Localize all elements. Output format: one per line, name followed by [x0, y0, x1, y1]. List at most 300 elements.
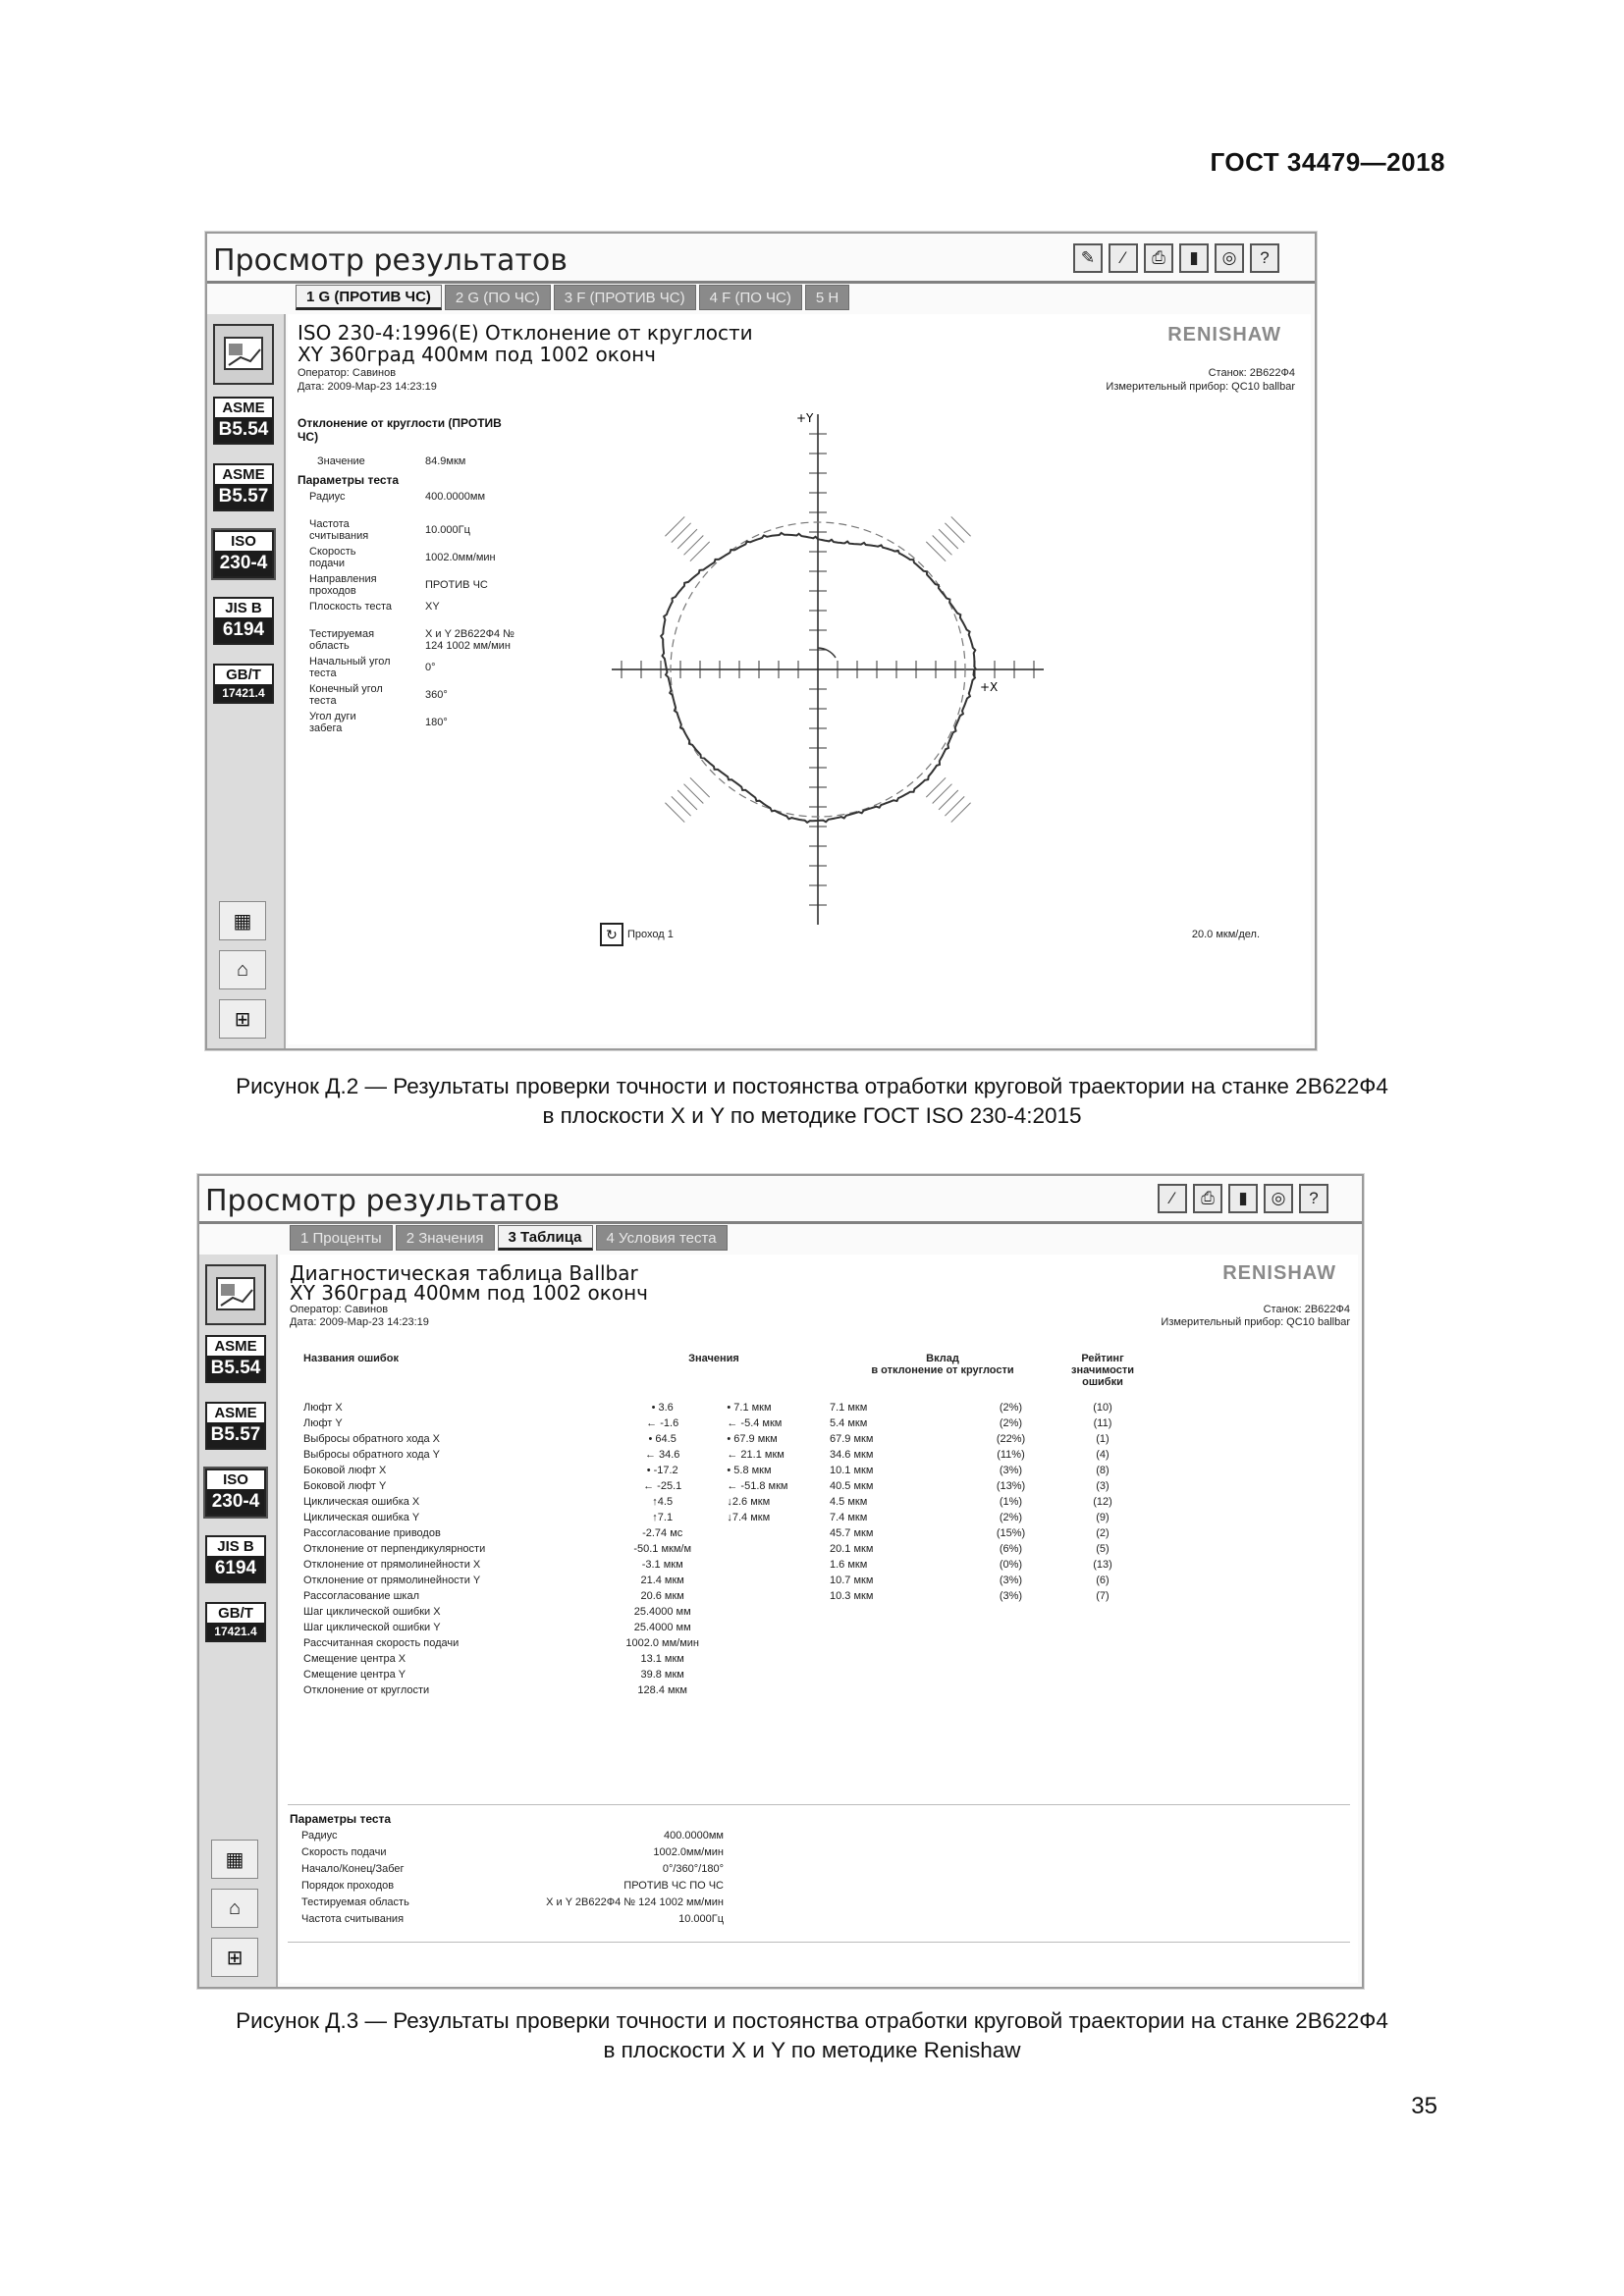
contribution-value: 7.4 мкм: [830, 1512, 868, 1523]
table-row: [299, 1667, 1146, 1682]
brand-logo: RENISHAW: [1167, 324, 1281, 346]
diagonal-marker: [926, 542, 946, 561]
param-value: 0°/360°/180°: [662, 1863, 724, 1875]
param-label-line1: Тестируемая: [309, 628, 375, 640]
contribution-value: 10.1 мкм: [830, 1465, 874, 1476]
rating: (1): [1096, 1433, 1110, 1445]
diagonal-marker: [933, 784, 952, 804]
error-name: Отклонение от перпендикулярности: [303, 1543, 486, 1555]
rating: [1059, 1604, 1146, 1620]
col-rating-line1: Рейтинг: [1081, 1353, 1124, 1364]
contribution-value: 45.7 мкм: [830, 1527, 874, 1539]
error-name: Выбросы обратного хода Y: [303, 1449, 441, 1461]
value-1: ↑7.1: [652, 1512, 674, 1523]
contribution-value: [826, 1682, 962, 1698]
param-value-line1: 0°: [425, 662, 436, 673]
value-1: 21.4 мкм: [640, 1575, 684, 1586]
param-label-line1: Плоскость теста: [309, 601, 393, 613]
tab-1[interactable]: 1 G (ПРОТИВ ЧС): [296, 285, 442, 310]
help-button[interactable]: [1299, 1184, 1328, 1213]
printer-icon: ⎙: [1152, 248, 1165, 267]
database-button[interactable]: [1179, 243, 1209, 273]
standard-button-4[interactable]: [205, 1535, 266, 1583]
param-value-line1: 180°: [425, 717, 448, 728]
results-window-1: [205, 232, 1317, 1050]
app-title: Просмотр результатов: [213, 243, 568, 278]
signal-button[interactable]: [1109, 243, 1138, 273]
value-1: 13.1 мкм: [640, 1653, 684, 1665]
diagonal-marker: [951, 803, 971, 823]
contribution-value: 20.1 мкм: [830, 1543, 874, 1555]
standard-number: B5.57: [215, 484, 272, 509]
roundness-section-title-cont: ЧС): [298, 430, 319, 444]
rating: (5): [1096, 1543, 1110, 1555]
table-row: [299, 1541, 1146, 1557]
diagonal-marker: [951, 516, 971, 536]
param-label-line1: Конечный угол: [309, 683, 383, 695]
brand-logo: RENISHAW: [1222, 1262, 1336, 1284]
figure2-caption-line1: Рисунок Д.3 — Результаты проверки точности и постоянства отработки круговой траектории на станке 2В622Ф4: [236, 2008, 1388, 2033]
test-params-list: [309, 491, 565, 738]
ruler-icon: ✎: [1080, 248, 1096, 267]
param-label-line2: теста: [309, 695, 337, 707]
machine-label: Станок: 2В622Ф4: [1263, 1304, 1350, 1315]
param-label: [309, 518, 425, 544]
value-2: ← -51.8 мкм: [727, 1480, 788, 1492]
error-name: Смещение центра X: [303, 1653, 406, 1665]
grid-button[interactable]: [219, 901, 266, 940]
col-values: Значения: [688, 1353, 739, 1364]
tab-bar: [290, 1225, 728, 1251]
contribution-percent: (3%): [999, 1465, 1023, 1476]
error-name: Рассогласование приводов: [303, 1527, 441, 1539]
contribution-percent: (6%): [999, 1543, 1023, 1555]
param-label-line1: Радиус: [309, 491, 346, 503]
col-rating: [1059, 1353, 1146, 1388]
value-1: • 64.5: [648, 1433, 677, 1445]
value-2: ← 21.1 мкм: [727, 1449, 785, 1461]
value-1: • -17.2: [646, 1465, 678, 1476]
value-1: -3.1 мкм: [641, 1559, 683, 1571]
error-name: Боковой люфт X: [303, 1465, 387, 1476]
param-value: [425, 518, 470, 544]
diagonal-marker: [690, 542, 710, 561]
standard-name: GB/T: [226, 667, 261, 683]
title-bar-divider: [199, 1221, 1362, 1224]
param-value-line1: ПРОТИВ ЧС: [425, 579, 488, 591]
grid-icon: ▦: [225, 1848, 244, 1871]
contribution-value: 34.6 мкм: [830, 1449, 874, 1461]
param-label: [309, 656, 425, 681]
standard-button-1[interactable]: [205, 1335, 266, 1383]
roundness-value: 84.9мкм: [425, 455, 466, 467]
signal-icon: ⁄: [1121, 248, 1125, 267]
value-2: • 5.8 мкм: [727, 1465, 772, 1476]
toolbar: [1158, 1184, 1328, 1213]
param-value: 400.0000мм: [663, 1830, 724, 1842]
diagonal-marker: [672, 796, 691, 816]
standard-button-3[interactable]: [213, 530, 274, 578]
param-value: 10.000Гц: [678, 1913, 724, 1925]
contribution-value: 10.7 мкм: [830, 1575, 874, 1586]
table-row: [299, 1682, 1146, 1698]
contribution-percent: [962, 1667, 1059, 1682]
tab-3[interactable]: 3 F (ПРОТИВ ЧС): [554, 285, 696, 310]
error-name: Выбросы обратного хода X: [303, 1433, 441, 1445]
value-1: -50.1 мкм/м: [633, 1543, 692, 1555]
value-2: ↓2.6 мкм: [727, 1496, 771, 1508]
error-name: Боковой люфт Y: [303, 1480, 387, 1492]
rating: (6): [1096, 1575, 1110, 1586]
param-row: [301, 1896, 724, 1913]
param-row: [301, 1863, 724, 1880]
param-row: [309, 518, 565, 544]
table-row: [299, 1447, 1146, 1463]
param-label-line1: Направления: [309, 573, 377, 585]
value-1: 1002.0 мм/мин: [625, 1637, 700, 1649]
tab-2[interactable]: 2 Значения: [396, 1225, 495, 1251]
param-label-line2: проходов: [309, 585, 356, 597]
standard-button-2[interactable]: [205, 1402, 266, 1450]
ruler-button[interactable]: [1073, 243, 1103, 273]
help-icon: ?: [1260, 248, 1270, 267]
trash-button[interactable]: [211, 1938, 258, 1977]
roundness-section-title: Отклонение от круглости (ПРОТИВ: [298, 416, 502, 430]
contribution-value: [826, 1667, 962, 1682]
contribution-percent: (13%): [996, 1480, 1026, 1492]
value-2: [723, 1588, 826, 1604]
rating: (7): [1096, 1590, 1110, 1602]
param-value: 1002.0мм/мин: [653, 1846, 724, 1858]
param-label-line2: теста: [309, 667, 337, 679]
printer-button[interactable]: [1193, 1184, 1222, 1213]
table-row: [299, 1478, 1146, 1494]
param-label: Начало/Конец/Забег: [301, 1863, 405, 1875]
test-params-title: Параметры теста: [298, 473, 400, 487]
standard-name: ASME: [214, 1405, 257, 1421]
table-row: [299, 1510, 1146, 1525]
param-value: [425, 656, 436, 681]
diagonal-marker: [677, 790, 697, 810]
param-row: [309, 683, 565, 709]
report-subheading: XY 360град 400мм под 1002 оконч: [298, 343, 656, 366]
contribution-percent: (1%): [999, 1496, 1023, 1508]
date-label: Дата: 2009-Мар-23 14:23:19: [290, 1316, 429, 1328]
help-icon: ?: [1309, 1189, 1319, 1207]
tab-2[interactable]: 2 G (ПО ЧС): [445, 285, 551, 310]
col-contribution-line2: в отклонение от круглости: [871, 1364, 1014, 1376]
table-row: [299, 1525, 1146, 1541]
diagonal-marker: [939, 790, 958, 810]
table-row: [299, 1415, 1146, 1431]
value-1: ↑4.5: [652, 1496, 674, 1508]
database-button[interactable]: [1228, 1184, 1258, 1213]
bottom-divider: [288, 1942, 1350, 1943]
rating: (3): [1096, 1480, 1110, 1492]
standard-number: 6194: [215, 617, 272, 643]
param-value: [425, 601, 440, 626]
param-label-line1: Угол дуги: [309, 711, 356, 722]
param-label-line1: Частота: [309, 518, 350, 530]
param-value: [425, 683, 448, 709]
app-title: Просмотр результатов: [205, 1184, 560, 1218]
report-area: [288, 314, 1311, 1044]
figure2-caption-line2: в плоскости X и Y по методике Renishaw: [603, 2038, 1021, 2062]
diagonal-marker: [933, 536, 952, 556]
grid-icon: ▦: [233, 910, 252, 933]
rating: (11): [1093, 1417, 1112, 1429]
error-name: Отклонение от круглости: [303, 1684, 430, 1696]
contribution-value: 67.9 мкм: [830, 1433, 874, 1445]
diagonal-marker: [677, 529, 697, 549]
test-params-list: [301, 1830, 724, 1930]
table-row: [299, 1557, 1146, 1573]
param-row: [309, 573, 565, 599]
signal-button[interactable]: [1158, 1184, 1187, 1213]
value-1: ← 34.6: [644, 1449, 680, 1461]
sidebar: [207, 314, 286, 1048]
tab-3[interactable]: 3 Таблица: [498, 1225, 593, 1251]
standard-number: 230-4: [215, 551, 272, 576]
contribution-percent: [962, 1682, 1059, 1698]
param-row: [301, 1846, 724, 1863]
trash-icon: ⊞: [234, 1008, 251, 1031]
results-window-2: [197, 1174, 1364, 1989]
value-1: • 3.6: [651, 1402, 674, 1414]
param-label: [309, 491, 425, 516]
contribution-value: [826, 1651, 962, 1667]
scale-label: 20.0 мкм/дел.: [1191, 929, 1260, 940]
rating: (12): [1093, 1496, 1112, 1508]
value-1: ← -1.6: [646, 1417, 679, 1429]
date-label: Дата: 2009-Мар-23 14:23:19: [298, 381, 437, 393]
rating: [1059, 1635, 1146, 1651]
home-icon: ⌂: [236, 958, 249, 981]
value-2: [723, 1604, 826, 1620]
polar-plot: [612, 404, 1044, 934]
contribution-value: 40.5 мкм: [830, 1480, 874, 1492]
standard-button-4[interactable]: [213, 597, 274, 645]
standard-button-3[interactable]: [205, 1468, 266, 1517]
title-bar-divider: [207, 281, 1315, 284]
param-row: [309, 491, 565, 516]
table-row: [299, 1635, 1146, 1651]
standard-name: ISO: [231, 533, 256, 550]
printer-button[interactable]: [1144, 243, 1173, 273]
param-value-line1: 1002.0мм/мин: [425, 552, 496, 563]
machine-label: Станок: 2В622Ф4: [1208, 367, 1295, 379]
home-icon: ⌂: [228, 1896, 242, 1919]
operator-label: Оператор: Савинов: [290, 1304, 389, 1315]
standard-name: JIS B: [225, 600, 262, 616]
param-value: [425, 491, 485, 516]
globe-button[interactable]: [1264, 1184, 1293, 1213]
globe-icon: ◎: [1221, 248, 1237, 267]
rating: (10): [1093, 1402, 1112, 1414]
value-2: [723, 1620, 826, 1635]
page-number: 35: [1411, 2093, 1437, 2119]
document-header: ГОСТ 34479—2018: [1210, 147, 1445, 177]
operator-label: Оператор: Савинов: [298, 367, 397, 379]
pass-label: Проход 1: [627, 929, 674, 940]
help-button[interactable]: [1250, 243, 1279, 273]
report-area: [280, 1255, 1358, 1983]
contribution-percent: [962, 1620, 1059, 1635]
contribution-value: 10.3 мкм: [830, 1590, 874, 1602]
home-button[interactable]: [219, 950, 266, 989]
value-1: 25.4000 мм: [633, 1622, 691, 1633]
chart-window-icon: [221, 332, 266, 377]
rating: (4): [1096, 1449, 1110, 1461]
tab-1[interactable]: 1 Проценты: [290, 1225, 393, 1251]
table-row: [299, 1604, 1146, 1620]
diagonal-marker: [684, 536, 704, 556]
param-value-line1: X и Y 2В622Ф4 №: [425, 628, 514, 640]
trash-icon: ⊞: [226, 1947, 244, 1969]
param-value-line1: 400.0000мм: [425, 491, 486, 503]
value-1: 20.6 мкм: [640, 1590, 684, 1602]
results-view-button[interactable]: [205, 1264, 266, 1325]
contribution-percent: (11%): [997, 1449, 1025, 1461]
error-name: Смещение центра Y: [303, 1669, 406, 1681]
param-value-line1: 360°: [425, 689, 448, 701]
contribution-percent: [962, 1651, 1059, 1667]
database-icon: ▮: [1238, 1189, 1248, 1207]
standard-number: B5.54: [207, 1356, 264, 1381]
table-row: [299, 1431, 1146, 1447]
value-2: [723, 1635, 826, 1651]
signal-icon: ⁄: [1170, 1189, 1174, 1207]
standard-button-2[interactable]: [213, 463, 274, 511]
table-header: [299, 1353, 1146, 1388]
diagonal-marker: [684, 784, 704, 804]
value-1: 128.4 мкм: [637, 1684, 687, 1696]
test-params-title: Параметры теста: [290, 1812, 392, 1826]
standard-button-1[interactable]: [213, 397, 274, 445]
home-button[interactable]: [211, 1889, 258, 1928]
contribution-value: 4.5 мкм: [830, 1496, 868, 1508]
param-label: Тестируемая область: [301, 1896, 409, 1908]
param-label: [309, 546, 425, 571]
error-name: Циклическая ошибка X: [303, 1496, 420, 1508]
error-name: Шаг циклической ошибки Y: [303, 1622, 441, 1633]
tab-4[interactable]: 4 Условия теста: [596, 1225, 728, 1251]
error-name: Люфт X: [303, 1402, 343, 1414]
results-view-button[interactable]: [213, 324, 274, 385]
diagonal-marker: [926, 777, 946, 797]
figure1-caption-line2: в плоскости X и Y по методике ГОСТ ISO 230-4:2015: [542, 1103, 1082, 1128]
param-label: [309, 683, 425, 709]
diagonal-marker: [665, 803, 684, 823]
param-label: Порядок проходов: [301, 1880, 395, 1892]
params-divider: [288, 1804, 1350, 1805]
contribution-percent: [962, 1635, 1059, 1651]
error-name: Рассогласование шкал: [303, 1590, 420, 1602]
rating: [1059, 1667, 1146, 1682]
value-2: ↓7.4 мкм: [727, 1512, 771, 1523]
value-2: [723, 1667, 826, 1682]
contribution-value: [826, 1604, 962, 1620]
param-label-line1: Скорость: [309, 546, 356, 558]
standard-name: ASME: [222, 466, 265, 483]
diagonal-marker: [665, 516, 684, 536]
diagonal-marker: [939, 529, 958, 549]
param-row: [301, 1880, 724, 1896]
error-name: Рассчитанная скорость подачи: [303, 1637, 460, 1649]
contribution-percent: (2%): [999, 1417, 1023, 1429]
contribution-value: 5.4 мкм: [830, 1417, 868, 1429]
contribution-value: [826, 1620, 962, 1635]
contribution-percent: (2%): [999, 1512, 1023, 1523]
axis-x-label: +X: [980, 680, 999, 694]
grid-button[interactable]: [211, 1840, 258, 1879]
standard-name: JIS B: [217, 1538, 254, 1555]
value-2: [723, 1541, 826, 1557]
standard-number: B5.54: [215, 417, 272, 443]
database-icon: ▮: [1189, 248, 1199, 267]
tab-4[interactable]: 4 F (ПО ЧС): [699, 285, 802, 310]
sidebar: [199, 1255, 278, 1987]
roundness-value-label: Значение: [317, 455, 365, 467]
trash-button[interactable]: [219, 999, 266, 1039]
figure1-caption-line1: Рисунок Д.2 — Результаты проверки точности и постоянства отработки круговой траектории на станке 2В622Ф4: [236, 1074, 1388, 1098]
instrument-label: Измерительный прибор: QC10 ballbar: [1161, 1316, 1350, 1328]
diagnostic-table: [299, 1353, 1146, 1698]
param-row: [309, 546, 565, 571]
tab-5[interactable]: 5 H: [805, 285, 849, 310]
pass-selector[interactable]: [600, 923, 674, 946]
error-name: Люфт Y: [303, 1417, 343, 1429]
rating: (13): [1093, 1559, 1112, 1571]
error-name: Отклонение от прямолинейности X: [303, 1559, 481, 1571]
value-2: ← -5.4 мкм: [727, 1417, 783, 1429]
value-2: [723, 1525, 826, 1541]
standard-number: 6194: [207, 1556, 264, 1581]
table-row: [299, 1400, 1146, 1415]
rating: (8): [1096, 1465, 1110, 1476]
param-row: [301, 1830, 724, 1846]
col-rating-line2: значимости: [1071, 1364, 1134, 1376]
globe-button[interactable]: [1215, 243, 1244, 273]
standard-button-5[interactable]: [213, 664, 274, 704]
param-value-line1: XY: [425, 601, 440, 613]
param-row: [309, 601, 565, 626]
contribution-value: 7.1 мкм: [830, 1402, 868, 1414]
report-heading: Диагностическая таблица Ballbar: [290, 1261, 638, 1285]
standard-name: ASME: [214, 1338, 257, 1355]
param-value: [425, 628, 514, 654]
col-error-names: Названия ошибок: [303, 1353, 399, 1364]
contribution-percent: (3%): [999, 1590, 1023, 1602]
report-subheading: XY 360град 400мм под 1002 оконч: [290, 1281, 648, 1305]
standard-button-5[interactable]: [205, 1602, 266, 1642]
refresh-icon: ↻: [600, 923, 623, 946]
param-value: [425, 573, 488, 599]
value-1: 25.4000 мм: [633, 1606, 691, 1618]
param-label-line2: подачи: [309, 558, 346, 569]
instrument-label: Измерительный прибор: QC10 ballbar: [1106, 381, 1295, 393]
param-value-line2: 124 1002 мм/мин: [425, 640, 511, 652]
contribution-percent: (2%): [999, 1402, 1023, 1414]
table-row: [299, 1588, 1146, 1604]
param-value: ПРОТИВ ЧС ПО ЧС: [623, 1880, 724, 1892]
globe-icon: ◎: [1271, 1189, 1286, 1207]
standard-number: 17421.4: [207, 1623, 264, 1640]
value-1: -2.74 мс: [642, 1527, 683, 1539]
contribution-value: [826, 1635, 962, 1651]
toolbar: [1073, 243, 1279, 273]
param-row: [301, 1913, 724, 1930]
